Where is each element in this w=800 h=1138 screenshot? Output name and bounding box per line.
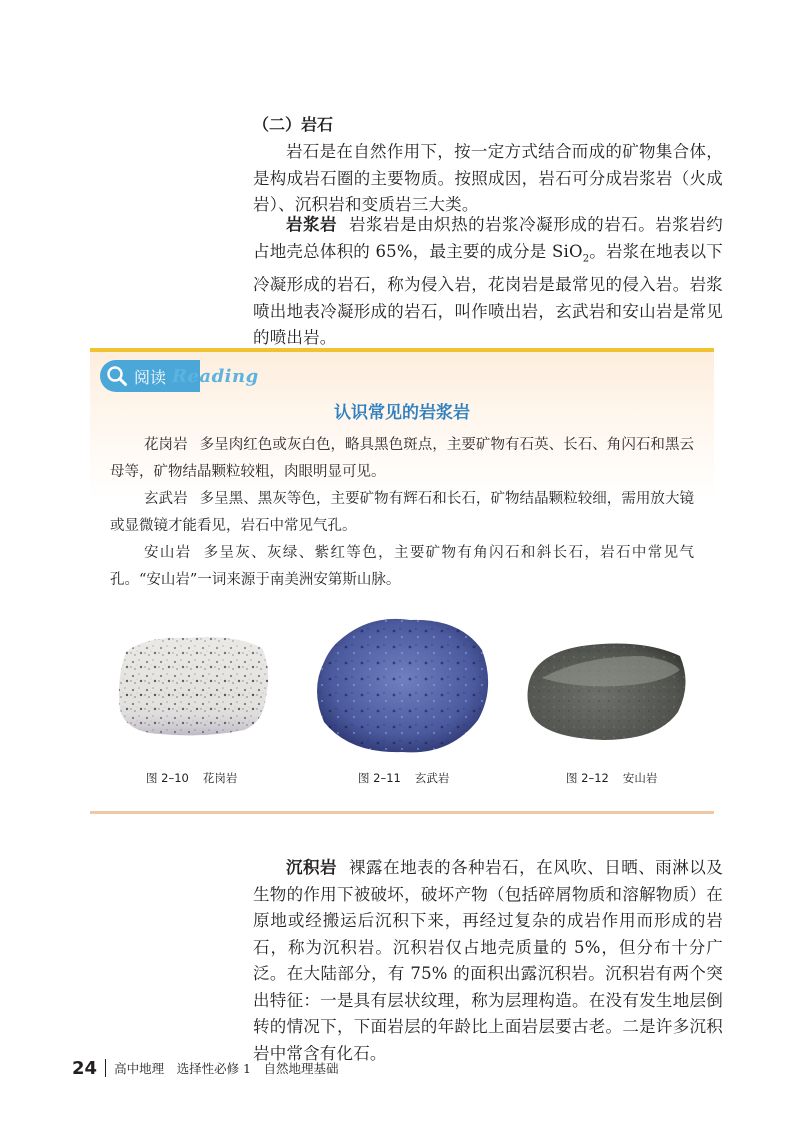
granite-term: 花岗岩 — [144, 437, 188, 453]
page-footer — [72, 1056, 339, 1080]
page-number: 24 — [72, 1057, 98, 1079]
basalt-text: 多呈黑、黑灰等色，主要矿物有辉石和长石，矿物结晶颗粒较细，需用放大镜或显微镜才能看见，岩石中常见气孔。 — [110, 491, 694, 534]
reading-item-andesite — [110, 540, 694, 594]
section-heading: （二）岩石 — [253, 115, 334, 134]
sio2-subscript: 2 — [582, 252, 590, 264]
basalt-image — [310, 610, 496, 760]
figure-caption-basalt: 图 2–11 玄武岩 — [358, 771, 450, 785]
footer-divider — [105, 1059, 106, 1077]
andesite-text: 多呈灰、灰绿、紫红等色，主要矿物有角闪石和斜长石，岩石中常见气孔。“安山岩”一词来源于南美洲安第斯山脉。 — [110, 545, 694, 588]
igneous-text-after: 。岩浆在地表以下冷凝形成的岩石，称为侵入岩，花岗岩是最常见的侵入岩。岩浆喷出地表冷凝形成的岩石，叫作喷出岩，玄武岩和安山岩是常见的喷出岩。 — [253, 241, 723, 348]
reading-title: 认识常见的岩浆岩 — [334, 403, 470, 423]
reading-box — [90, 348, 714, 814]
sedimentary-term: 沉积岩 — [286, 858, 338, 877]
igneous-text-before: 岩浆岩是由炽热的岩浆冷凝形成的岩石。岩浆岩约占地壳总体积的 65%，最主要的成分是 SiO — [253, 215, 723, 261]
sedimentary-text: 裸露在地表的各种岩石，在风吹、日晒、雨淋以及生物的作用下被破坏，破坏产物（包括碎屑物质和溶解物质）在原地或经搬运后沉积下来，再经过复杂的成岩作用而形成的岩石，称为沉积岩。沉积岩仅占地壳质量的 5%，但分布十分广泛。在大陆部分，有 75% 的面积出露沉积岩。沉积岩有两个突出特征：一是具有层状纹理，称为层理构造。在没有发生地层倒转的情况下，下面岩层的年龄比上面岩层要古老。二是许多沉积岩中常含有化石。 — [253, 858, 723, 1063]
reading-tag — [100, 360, 268, 392]
igneous-term: 岩浆岩 — [286, 215, 338, 234]
igneous-paragraph — [253, 212, 723, 352]
granite-image — [116, 630, 272, 740]
andesite-image — [522, 634, 692, 744]
rock-intro-paragraph: 岩石是在自然作用下，按一定方式结合而成的矿物集合体，是构成岩石圈的主要物质。按照成因，岩石可分成岩浆岩（火成岩）、沉积岩和变质岩三大类。 — [253, 142, 723, 214]
reading-label-en: Reading — [172, 365, 259, 387]
book-title: 高中地理 选择性必修 1 自然地理基础 — [114, 1061, 339, 1076]
sedimentary-paragraph — [253, 855, 723, 1067]
andesite-term: 安山岩 — [144, 545, 192, 561]
reading-item-basalt — [110, 486, 694, 540]
reading-label: 阅读 — [134, 367, 167, 387]
figure-caption-granite: 图 2–10 花岗岩 — [146, 771, 238, 785]
reading-item-granite — [110, 432, 694, 486]
figure-caption-andesite: 图 2–12 安山岩 — [566, 771, 658, 785]
basalt-term: 玄武岩 — [144, 491, 188, 507]
granite-text: 多呈肉红色或灰白色，略具黑色斑点，主要矿物有石英、长石、角闪石和黑云母等，矿物结晶颗粒较粗，肉眼明显可见。 — [110, 437, 694, 480]
magnifier-icon — [106, 365, 128, 387]
